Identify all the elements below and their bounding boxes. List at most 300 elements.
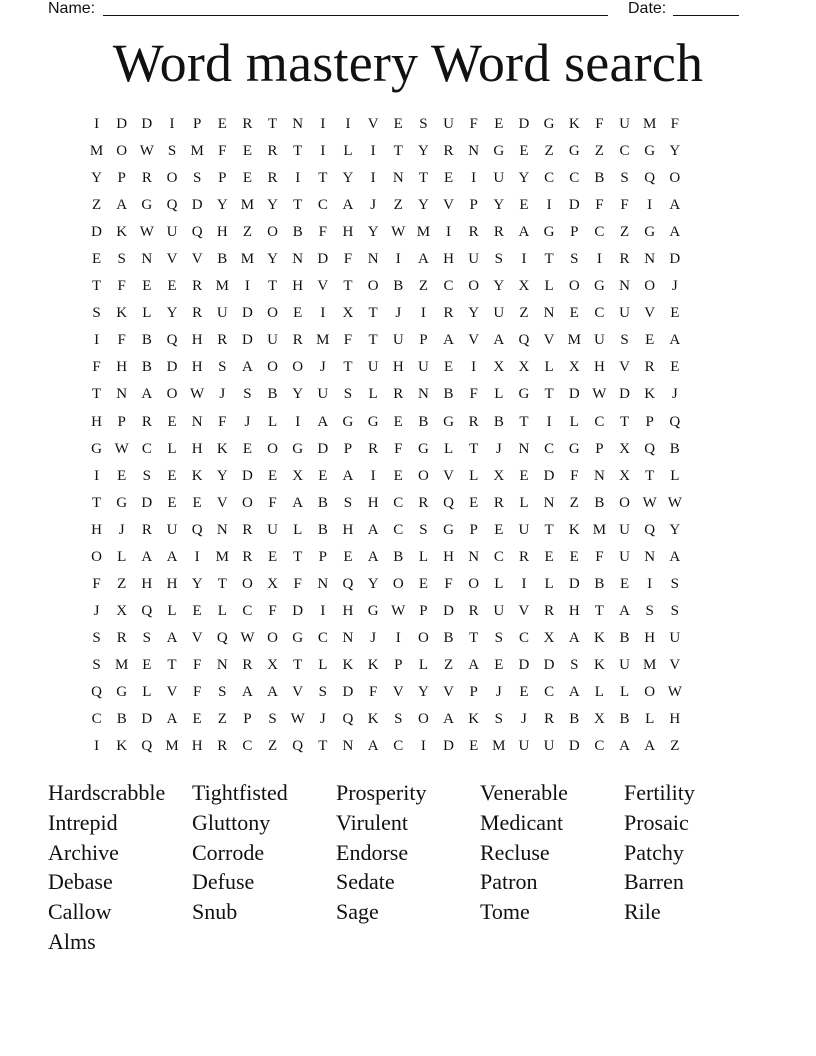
grid-letter: A: [116, 197, 128, 214]
grid-letter: E: [443, 359, 454, 376]
grid-letter: U: [593, 332, 605, 349]
grid-letter: M: [642, 116, 657, 132]
grid-letter: E: [418, 575, 428, 592]
grid-letter: I: [295, 170, 301, 187]
grid-letter: F: [192, 683, 202, 700]
word-bank-item: Intrepid: [48, 809, 118, 835]
grid-letter: R: [141, 413, 152, 430]
grid-letter: S: [268, 711, 277, 728]
grid-letter: R: [418, 494, 429, 511]
word-bank-item: Endorse: [336, 839, 409, 865]
grid-letter: U: [493, 170, 505, 187]
grid-letter: O: [468, 575, 480, 592]
grid-letter: C: [141, 440, 152, 457]
grid-letter: R: [393, 386, 404, 403]
grid-letter: G: [568, 143, 580, 160]
grid-letter: Y: [669, 521, 681, 538]
grid-letter: G: [593, 278, 605, 295]
grid-letter: R: [292, 332, 303, 349]
grid-letter: Y: [216, 467, 228, 484]
grid-letter: R: [242, 116, 253, 132]
grid-letter: B: [594, 575, 605, 592]
word-bank-item: Patchy: [624, 839, 684, 865]
grid-letter: O: [116, 143, 128, 160]
grid-letter: S: [570, 656, 579, 673]
grid-letter: D: [91, 224, 102, 241]
grid-letter: D: [568, 386, 580, 403]
word-bank-item: Tome: [480, 899, 530, 925]
grid-letter: R: [644, 359, 655, 376]
grid-letter: Q: [216, 629, 228, 646]
grid-letter: S: [142, 467, 152, 484]
grid-letter: S: [92, 629, 101, 646]
grid-letter: T: [645, 467, 655, 484]
grid-letter: F: [343, 332, 353, 349]
grid-letter: U: [166, 224, 178, 241]
grid-letter: I: [94, 332, 100, 349]
grid-letter: Z: [569, 494, 579, 511]
grid-letter: I: [647, 197, 653, 214]
grid-letter: R: [242, 548, 253, 565]
grid-letter: F: [620, 197, 629, 214]
grid-letter: Z: [242, 224, 252, 241]
grid-letter: Y: [166, 305, 178, 322]
grid-letter: L: [293, 521, 303, 538]
word-bank-item: Corrode: [192, 839, 265, 865]
grid-letter: S: [494, 711, 503, 728]
grid-letter: Z: [619, 224, 630, 241]
grid-letter: H: [91, 521, 102, 538]
grid-letter: C: [544, 170, 555, 187]
grid-letter: A: [241, 359, 253, 376]
grid-letter: A: [166, 711, 178, 728]
grid-letter: I: [370, 170, 376, 187]
grid-letter: Q: [644, 440, 656, 457]
grid-letter: E: [242, 170, 252, 187]
grid-letter: P: [243, 711, 252, 728]
grid-letter: A: [141, 386, 153, 403]
grid-letter: L: [519, 494, 529, 511]
grid-letter: V: [292, 683, 304, 700]
grid-letter: M: [316, 332, 330, 349]
grid-row: [84, 249, 744, 276]
grid-letter: A: [141, 548, 153, 565]
grid-row: [84, 412, 744, 439]
grid-letter: S: [494, 251, 503, 268]
grid-letter: C: [393, 521, 404, 538]
word-bank-item: Hardscrabble: [48, 780, 166, 805]
grid-letter: F: [218, 413, 227, 430]
grid-letter: Q: [342, 575, 354, 592]
grid-letter: A: [443, 332, 454, 349]
grid-letter: S: [670, 602, 679, 619]
grid-letter: R: [242, 521, 253, 538]
grid-letter: I: [345, 116, 351, 132]
grid-letter: D: [443, 738, 454, 755]
grid-letter: T: [267, 278, 278, 295]
grid-letter: B: [493, 413, 504, 430]
grid-letter: F: [343, 251, 353, 268]
grid-letter: H: [191, 332, 203, 349]
grid-letter: M: [215, 548, 229, 565]
grid-letter: S: [243, 386, 252, 403]
grid-letter: P: [419, 602, 428, 619]
word-bank-item: Defuse: [192, 869, 255, 895]
grid-letter: A: [417, 251, 429, 268]
grid-letter: Y: [91, 170, 102, 187]
grid-letter: K: [116, 738, 128, 755]
grid-letter: N: [543, 494, 555, 511]
grid-letter: L: [167, 602, 177, 619]
grid-letter: T: [267, 116, 278, 132]
grid-letter: E: [217, 116, 227, 132]
grid-letter: M: [592, 521, 607, 538]
grid-letter: E: [293, 305, 303, 322]
grid-letter: I: [471, 359, 477, 376]
grid-letter: H: [342, 521, 354, 538]
grid-letter: L: [267, 413, 278, 430]
grid-letter: H: [141, 575, 153, 592]
grid-letter: V: [619, 359, 630, 376]
grid-letter: K: [644, 386, 656, 403]
grid-letter: I: [320, 305, 326, 322]
grid-letter: I: [420, 305, 426, 322]
grid-letter: M: [115, 656, 129, 673]
grid-letter: A: [468, 656, 480, 673]
grid-letter: B: [418, 413, 429, 430]
grid-letter: O: [166, 170, 178, 187]
grid-letter: M: [240, 251, 255, 268]
grid-letter: M: [215, 278, 229, 295]
grid-letter: W: [114, 440, 129, 457]
grid-row: [84, 574, 744, 601]
grid-row: [84, 114, 744, 141]
grid-row: [84, 493, 744, 520]
grid-letter: E: [393, 467, 403, 484]
grid-letter: L: [418, 548, 428, 565]
grid-letter: D: [317, 251, 329, 268]
grid-letter: P: [218, 170, 227, 187]
grid-letter: J: [93, 602, 100, 619]
grid-letter: A: [166, 548, 178, 565]
grid-letter: A: [644, 738, 656, 755]
grid-letter: B: [443, 386, 454, 403]
grid-letter: R: [468, 602, 479, 619]
grid-letter: L: [544, 575, 554, 592]
grid-letter: X: [342, 305, 354, 322]
grid-letter: O: [241, 494, 253, 511]
grid-letter: E: [267, 467, 278, 484]
grid-letter: U: [317, 386, 329, 403]
grid-letter: A: [443, 711, 454, 728]
grid-letter: I: [94, 467, 100, 484]
grid-row: [84, 601, 744, 628]
grid-letter: S: [419, 521, 428, 538]
grid-letter: A: [619, 602, 630, 619]
grid-letter: Q: [191, 521, 203, 538]
grid-letter: U: [392, 332, 404, 349]
grid-letter: M: [416, 224, 431, 241]
grid-letter: E: [192, 494, 202, 511]
grid-letter: N: [191, 413, 203, 430]
grid-letter: J: [244, 413, 251, 430]
grid-letter: V: [443, 683, 454, 700]
grid-letter: E: [91, 251, 102, 268]
grid-letter: I: [446, 224, 452, 241]
grid-letter: T: [167, 656, 177, 673]
grid-letter: D: [241, 305, 253, 322]
word-bank-item: Callow: [48, 899, 112, 925]
grid-letter: C: [518, 629, 529, 646]
grid-letter: L: [117, 548, 127, 565]
grid-letter: B: [619, 629, 630, 646]
grid-letter: W: [592, 386, 607, 403]
grid-letter: H: [443, 548, 454, 565]
grid-letter: C: [544, 440, 555, 457]
grid-letter: Y: [669, 143, 681, 160]
grid-letter: X: [568, 359, 580, 376]
grid-letter: O: [166, 386, 178, 403]
grid-letter: Z: [217, 711, 227, 728]
grid-letter: G: [367, 413, 379, 430]
grid-letter: K: [568, 116, 580, 132]
grid-letter: C: [317, 629, 328, 646]
grid-letter: Q: [166, 332, 178, 349]
grid-letter: D: [141, 494, 153, 511]
grid-letter: N: [216, 656, 228, 673]
grid-letter: H: [342, 602, 354, 619]
grid-letter: H: [292, 278, 304, 295]
grid-row: [84, 303, 744, 330]
grid-letter: A: [367, 738, 379, 755]
grid-letter: T: [343, 359, 353, 376]
grid-letter: E: [494, 116, 504, 132]
grid-letter: S: [419, 116, 428, 132]
grid-letter: G: [116, 494, 128, 511]
grid-letter: R: [217, 332, 228, 349]
grid-letter: L: [670, 467, 680, 484]
word-bank-item: Fertility: [624, 780, 695, 805]
grid-letter: Q: [644, 170, 656, 187]
grid-letter: S: [192, 170, 202, 187]
grid-letter: G: [443, 413, 454, 430]
word-bank-item: Tightfisted: [192, 780, 288, 805]
grid-letter: S: [343, 494, 353, 511]
grid-letter: Q: [191, 224, 203, 241]
grid-letter: Y: [367, 575, 379, 592]
grid-letter: I: [395, 251, 401, 268]
grid-letter: E: [167, 467, 177, 484]
grid-letter: V: [468, 332, 480, 349]
grid-letter: M: [492, 738, 506, 755]
grid-letter: N: [292, 251, 304, 268]
grid-letter: W: [391, 602, 406, 619]
grid-letter: F: [318, 224, 327, 241]
grid-letter: N: [468, 143, 480, 160]
grid-letter: I: [94, 116, 100, 132]
grid-letter: R: [468, 413, 479, 430]
grid-letter: S: [494, 629, 503, 646]
grid-letter: I: [320, 116, 326, 132]
grid-letter: C: [317, 197, 328, 214]
grid-letter: J: [521, 711, 527, 728]
grid-letter: V: [543, 332, 555, 349]
grid-letter: F: [92, 575, 101, 592]
grid-letter: D: [619, 386, 630, 403]
name-blank-line: [103, 15, 608, 16]
grid-letter: V: [317, 278, 329, 295]
grid-letter: D: [568, 738, 580, 755]
grid-letter: N: [317, 575, 329, 592]
grid-letter: Z: [267, 738, 278, 755]
grid-letter: L: [217, 602, 227, 619]
grid-letter: K: [468, 711, 480, 728]
grid-letter: J: [219, 386, 226, 403]
grid-letter: A: [292, 494, 304, 511]
grid-letter: T: [418, 170, 428, 187]
grid-letter: I: [194, 548, 200, 565]
grid-letter: Z: [594, 143, 604, 160]
grid-letter: I: [546, 413, 552, 430]
grid-letter: B: [393, 548, 404, 565]
word-bank-item: Gluttony: [192, 809, 271, 835]
grid-letter: A: [267, 683, 278, 700]
grid-letter: H: [116, 359, 128, 376]
grid-letter: E: [167, 413, 177, 430]
grid-letter: I: [420, 738, 426, 755]
grid-letter: S: [92, 305, 101, 322]
grid-letter: B: [443, 629, 454, 646]
grid-letter: Z: [91, 197, 102, 214]
grid-letter: E: [192, 711, 202, 728]
grid-letter: A: [166, 629, 178, 646]
grid-letter: G: [91, 440, 102, 457]
grid-letter: U: [468, 251, 480, 268]
grid-letter: O: [417, 711, 429, 728]
grid-letter: K: [593, 629, 605, 646]
grid-letter: S: [670, 575, 679, 592]
grid-letter: T: [293, 548, 303, 565]
grid-letter: R: [116, 629, 127, 646]
grid-letter: R: [242, 656, 253, 673]
grid-letter: Y: [267, 197, 278, 214]
grid-letter: T: [343, 278, 353, 295]
grid-letter: E: [544, 548, 554, 565]
grid-letter: F: [469, 386, 478, 403]
grid-letter: D: [141, 116, 153, 132]
grid-letter: J: [671, 278, 678, 295]
grid-letter: T: [217, 575, 227, 592]
grid-letter: F: [268, 494, 277, 511]
grid-letter: G: [543, 224, 555, 241]
grid-letter: V: [166, 251, 178, 268]
grid-letter: E: [569, 548, 579, 565]
grid-letter: Z: [670, 738, 680, 755]
grid-letter: O: [267, 305, 278, 322]
grid-letter: M: [240, 197, 255, 214]
grid-letter: O: [417, 629, 429, 646]
grid-letter: B: [217, 251, 228, 268]
word-bank-item: Medicant: [480, 809, 564, 835]
grid-letter: M: [567, 332, 581, 349]
grid-letter: U: [443, 116, 454, 132]
grid-letter: A: [669, 332, 681, 349]
grid-letter: N: [116, 386, 128, 403]
grid-letter: U: [543, 738, 555, 755]
grid-letter: P: [117, 170, 126, 187]
grid-letter: L: [469, 467, 479, 484]
name-label: Name:: [48, 0, 96, 17]
grid-letter: H: [216, 224, 228, 241]
grid-letter: N: [392, 170, 404, 187]
grid-letter: T: [393, 143, 403, 160]
grid-letter: I: [647, 575, 653, 592]
grid-letter: F: [469, 116, 478, 132]
grid-letter: Q: [644, 521, 656, 538]
grid-letter: T: [519, 413, 529, 430]
grid-letter: G: [116, 683, 128, 700]
grid-letter: C: [594, 224, 605, 241]
grid-letter: H: [392, 359, 404, 376]
grid-letter: U: [166, 521, 178, 538]
grid-letter: C: [619, 143, 630, 160]
grid-letter: B: [141, 332, 152, 349]
grid-letter: E: [469, 738, 479, 755]
grid-letter: F: [595, 548, 604, 565]
word-bank: [48, 778, 768, 957]
grid-letter: N: [619, 278, 630, 295]
grid-row: [84, 195, 744, 222]
grid-letter: L: [318, 656, 328, 673]
grid-letter: N: [342, 738, 354, 755]
grid-letter: G: [367, 602, 379, 619]
grid-letter: Y: [493, 278, 505, 295]
grid-letter: C: [493, 548, 504, 565]
grid-letter: C: [594, 738, 605, 755]
grid-letter: I: [596, 251, 602, 268]
grid-letter: O: [619, 494, 630, 511]
grid-letter: T: [594, 602, 604, 619]
grid-letter: E: [242, 143, 252, 160]
grid-letter: Q: [141, 602, 153, 619]
grid-letter: A: [342, 197, 354, 214]
grid-letter: P: [469, 197, 478, 214]
grid-letter: L: [594, 683, 604, 700]
grid-letter: J: [370, 629, 377, 646]
grid-letter: F: [268, 602, 277, 619]
grid-letter: Y: [468, 305, 480, 322]
grid-letter: O: [267, 359, 278, 376]
word-bank-item: Prosperity: [336, 780, 427, 805]
grid-letter: D: [518, 656, 530, 673]
grid-letter: L: [443, 440, 454, 457]
grid-letter: R: [544, 602, 555, 619]
grid-letter: R: [443, 305, 454, 322]
grid-letter: E: [343, 548, 353, 565]
grid-letter: E: [192, 602, 202, 619]
grid-letter: B: [619, 711, 630, 728]
grid-letter: L: [569, 413, 579, 430]
grid-letter: D: [568, 197, 580, 214]
grid-letter: F: [368, 683, 378, 700]
grid-letter: E: [393, 413, 403, 430]
grid-letter: O: [468, 278, 480, 295]
grid-letter: X: [518, 278, 530, 295]
grid-letter: F: [570, 467, 579, 484]
grid-letter: V: [392, 683, 404, 700]
grid-letter: K: [342, 656, 354, 673]
word-bank-item: Alms: [48, 928, 96, 954]
